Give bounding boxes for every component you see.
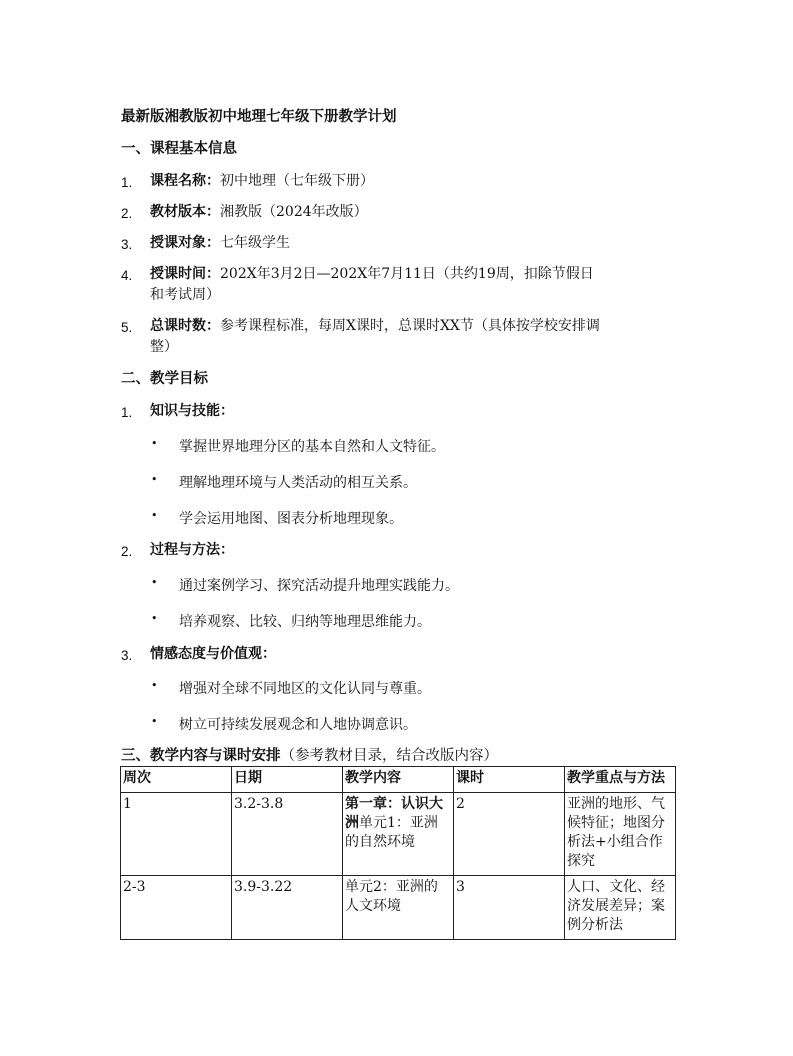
cell-date: 3.9-3.22 [232,876,343,940]
cell-content: 单元2：亚洲的人文环境 [343,876,454,940]
info-label: 课程名称： [150,173,220,189]
info-value: 参考课程标准，每周X课时，总课时XX节（具体按学校安排调 [220,318,600,334]
list-number: 4. [121,268,133,283]
info-label: 总课时数： [150,318,220,334]
bullet-icon: • [151,473,158,486]
info-item-textbook-version [150,204,368,220]
bullet-icon: • [151,576,158,589]
list-number: 2. [121,544,133,559]
list-number: 3. [121,648,133,663]
column-header-hours: 课时 [454,767,565,793]
info-item-audience [150,235,290,251]
info-label: 教材版本： [150,204,220,220]
info-item-course-name [150,173,374,189]
schedule-table [120,766,676,940]
info-label: 授课对象： [150,235,220,251]
objective-bullet: 通过案例学习、探究活动提升地理实践能力。 [179,578,459,594]
section-heading-schedule: 三、教学内容与课时安排（参考教材目录，结合改版内容） [121,747,498,764]
table-row [121,876,676,940]
column-header-content: 教学内容 [343,767,454,793]
info-value: 202X年3月2日—202X年7月11日（共约19周，扣除节假日 [220,266,594,282]
info-value: 初中地理（七年级下册） [220,173,374,189]
bullet-icon: • [151,437,158,450]
cell-content: 第一章：认识大洲单元1：亚洲的自然环境 [343,793,454,876]
info-value: 湘教版（2024年改版） [220,204,368,220]
info-item-teaching-period-cont: 和考试周） [150,287,220,303]
list-number: 1. [121,175,133,190]
objective-bullet: 培养观察、比较、归纳等地理思维能力。 [179,614,431,630]
table-header-row [121,767,676,793]
list-number: 2. [121,206,133,221]
info-value: 七年级学生 [220,235,290,251]
cell-hours: 2 [454,793,565,876]
objective-bullet: 增强对全球不同地区的文化认同与尊重。 [179,681,431,697]
list-number: 1. [121,405,133,420]
objective-bullet: 学会运用地图、图表分析地理现象。 [179,511,403,527]
cell-date: 3.2-3.8 [232,793,343,876]
bullet-icon: • [151,612,158,625]
document-title: 最新版湘教版初中地理七年级下册教学计划 [121,108,397,125]
bullet-icon: • [151,715,158,728]
info-item-teaching-period [150,266,594,282]
section-heading-basic-info: 一、课程基本信息 [121,140,237,157]
objective-bullet: 树立可持续发展观念和人地协调意识。 [179,717,417,733]
cell-focus: 亚洲的地形、气候特征；地图分析法+小组合作探究 [565,793,676,876]
info-label: 授课时间： [150,266,220,282]
list-number: 3. [121,237,133,252]
objective-bullet: 理解地理环境与人类活动的相互关系。 [179,475,417,491]
objective-group-label: 情感态度与价值观： [150,646,276,662]
bullet-icon: • [151,509,158,522]
cell-focus: 人口、文化、经济发展差异；案例分析法 [565,876,676,940]
table-row [121,793,676,876]
info-item-total-hours-cont: 整） [150,339,178,355]
cell-week: 1 [121,793,232,876]
objective-group-label: 过程与方法： [150,542,234,558]
info-item-total-hours [150,318,600,334]
column-header-week: 周次 [121,767,232,793]
section-heading-objectives: 二、教学目标 [121,370,208,387]
column-header-date: 日期 [232,767,343,793]
list-number: 5. [121,320,133,335]
column-header-focus: 教学重点与方法 [565,767,676,793]
bullet-icon: • [151,679,158,692]
cell-hours: 3 [454,876,565,940]
objective-bullet: 掌握世界地理分区的基本自然和人文特征。 [179,439,445,455]
objective-group-label: 知识与技能： [150,403,234,419]
cell-week: 2-3 [121,876,232,940]
section-heading-note: （参考教材目录，结合改版内容） [280,748,498,764]
